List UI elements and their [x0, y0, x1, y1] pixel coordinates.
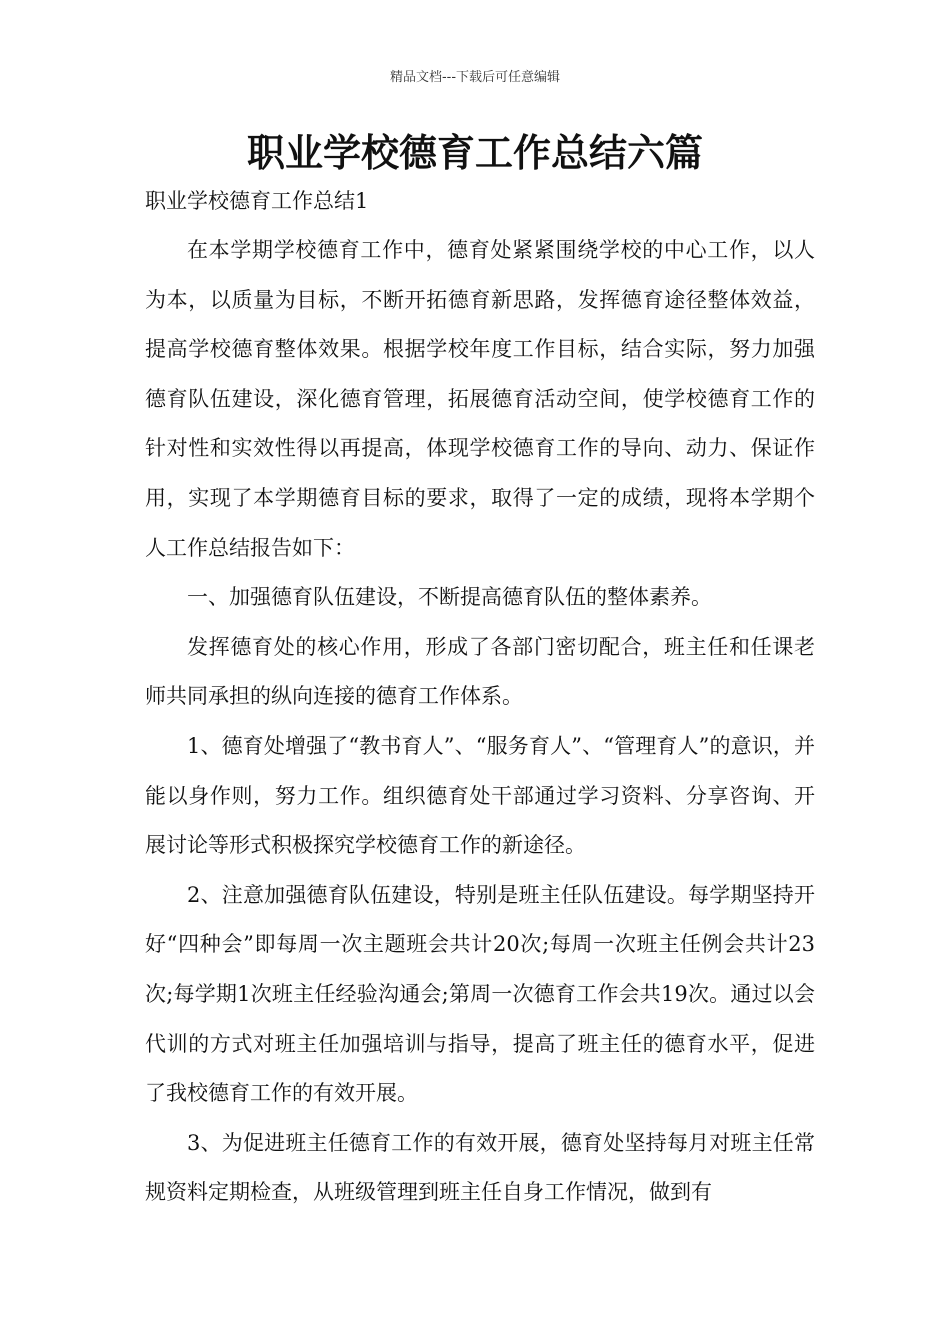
- paragraph: 1、德育处增强了“教书育人”、“服务育人”、“管理育人”的意识，并能以身作则，努力工作。组织德育处干部通过学习资料、分享咨询、开展讨论等形式积极探究学校德育工作的新途径。: [145, 733, 815, 858]
- document-title: 职业学校德育工作总结六篇: [246, 131, 703, 175]
- paragraph: 一、加强德育队伍建设，不断提高德育队伍的整体素养。: [187, 585, 712, 610]
- paragraph: 3、为促进班主任德育工作的有效开展，德育处坚持每月对班主任常规资料定期检查，从班级管理到班主任自身工作情况，做到有: [145, 1130, 815, 1205]
- header-note: 精品文档---下载后可任意编辑: [389, 70, 561, 85]
- section-heading: 职业学校德育工作总结1: [145, 189, 369, 213]
- body-text: [145, 226, 815, 1218]
- paragraph: 2、注意加强德育队伍建设，特别是班主任队伍建设。每学期坚持开好“四种会”即每周一次主题班会共计20次;每周一次班主任例会共计23次;每学期1次班主任经验沟通会;第周一次德育工作会共19次。通过以会代训的方式对班主任加强培训与指导，提高了班主任的德育水平，促进了我校德育工作的有效开展。: [145, 882, 815, 1106]
- paragraph: 在本学期学校德育工作中，德育处紧紧围绕学校的中心工作，以人为本，以质量为目标，不断开拓德育新思路，发挥德育途径整体效益，提高学校德育整体效果。根据学校年度工作目标，结合实际，努力加强德育队伍建设，深化德育管理，拓展德育活动空间，使学校德育工作的针对性和实效性得以再提高，体现学校德育工作的导向、动力、保证作用，实现了本学期德育目标的要求，取得了一定的成绩，现将本学期个人工作总结报告如下：: [145, 238, 815, 560]
- paragraph: 发挥德育处的核心作用，形成了各部门密切配合，班主任和任课老师共同承担的纵向连接的德育工作体系。: [145, 634, 815, 709]
